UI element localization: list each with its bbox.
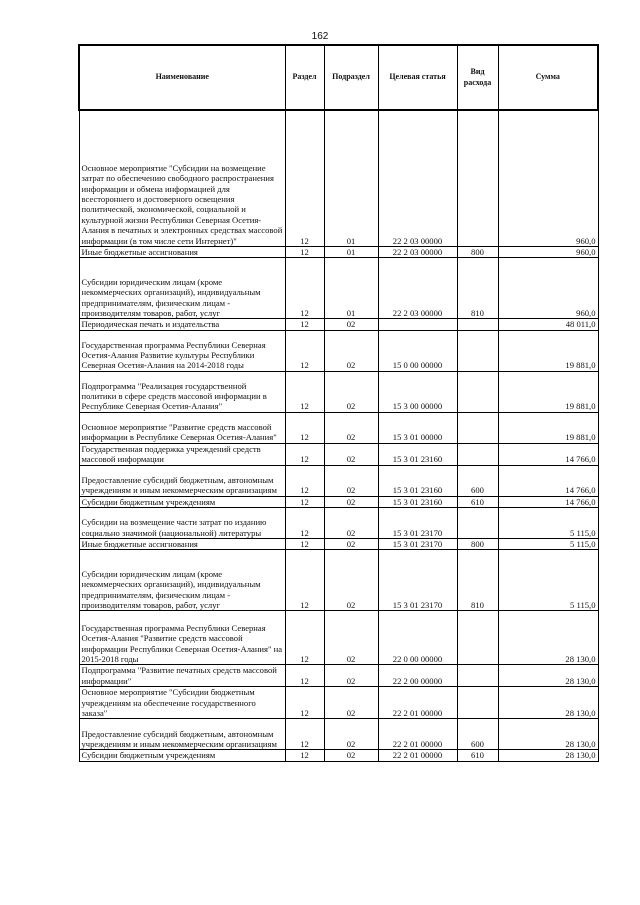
row-sum: 28 130,0 (498, 719, 598, 750)
table-row (79, 496, 598, 507)
table-row (79, 719, 598, 750)
row-sum: 28 130,0 (498, 750, 598, 761)
row-name: Подпрограмма "Реализация государственной политики в сфере средств массовой информации в Республике Северная Осетия-Алания" (79, 371, 285, 412)
table-row (79, 465, 598, 496)
row-type (457, 412, 498, 443)
header-subsection: Подраздел (324, 45, 378, 110)
row-sum: 960,0 (498, 258, 598, 319)
table-row (79, 371, 598, 412)
row-target: 15 0 00 00000 (378, 330, 457, 371)
row-name: Предоставление субсидий бюджетным, автономным учреждениям и иным некоммерческим организациям (79, 465, 285, 496)
table-row (79, 110, 598, 247)
row-target: 22 2 03 00000 (378, 258, 457, 319)
header-expense-type: Вид расхода (457, 45, 498, 110)
row-subsection: 02 (324, 465, 378, 496)
table-row (79, 550, 598, 611)
row-section: 12 (285, 719, 324, 750)
row-target: 22 2 00 00000 (378, 665, 457, 687)
row-target (378, 319, 457, 330)
table-row (79, 412, 598, 443)
table-row (79, 750, 598, 761)
row-sum: 28 130,0 (498, 687, 598, 719)
row-name: Периодическая печать и издательства (79, 319, 285, 330)
row-sum: 5 115,0 (498, 539, 598, 550)
row-type (457, 611, 498, 665)
row-type (457, 371, 498, 412)
row-sum: 14 766,0 (498, 443, 598, 465)
row-target: 15 3 00 00000 (378, 371, 457, 412)
row-subsection: 02 (324, 319, 378, 330)
row-target: 22 0 00 00000 (378, 611, 457, 665)
row-name: Иные бюджетные ассигнования (79, 247, 285, 258)
row-target: 22 2 01 00000 (378, 687, 457, 719)
row-section: 12 (285, 665, 324, 687)
row-target: 22 2 01 00000 (378, 719, 457, 750)
row-section: 12 (285, 611, 324, 665)
row-sum: 14 766,0 (498, 496, 598, 507)
table-row (79, 330, 598, 371)
row-type: 810 (457, 258, 498, 319)
row-section: 12 (285, 319, 324, 330)
row-type (457, 110, 498, 247)
row-name: Субсидии бюджетным учреждениям (79, 750, 285, 761)
row-name: Субсидии юридическим лицам (кроме некоммерческих организаций), индивидуальным предпринимателям, физическим лицам - производителям товаров, работ, услуг (79, 550, 285, 611)
row-type (457, 665, 498, 687)
row-section: 12 (285, 110, 324, 247)
row-sum: 960,0 (498, 247, 598, 258)
header-sum: Сумма (498, 45, 598, 110)
row-subsection: 02 (324, 550, 378, 611)
row-type (457, 319, 498, 330)
row-type (457, 687, 498, 719)
row-subsection: 02 (324, 539, 378, 550)
row-type (457, 443, 498, 465)
row-subsection: 02 (324, 719, 378, 750)
row-name: Подпрограмма "Развитие печатных средств массовой информации" (79, 665, 285, 687)
row-subsection: 02 (324, 412, 378, 443)
header-row (79, 45, 598, 110)
row-name: Основное мероприятие "Субсидии на возмещение затрат по обеспечению свободного распространения информации и обмена информацией для всестороннего и достоверного освещения политической, экономической, социальной и культурной жизни Республики Северная Осетия-Алания в печатных и электронных средствах массовой информации (в том числе сети Интернет)" (79, 110, 285, 247)
row-target: 15 3 01 00000 (378, 412, 457, 443)
header-name: Наименование (79, 45, 285, 110)
row-subsection: 01 (324, 247, 378, 258)
row-target: 15 3 01 23170 (378, 539, 457, 550)
row-target: 15 3 01 23160 (378, 443, 457, 465)
row-type (457, 330, 498, 371)
table-row (79, 539, 598, 550)
row-section: 12 (285, 687, 324, 719)
table-row (79, 687, 598, 719)
row-subsection: 02 (324, 496, 378, 507)
row-sum: 960,0 (498, 110, 598, 247)
row-subsection: 02 (324, 611, 378, 665)
row-name: Предоставление субсидий бюджетным, автономным учреждениям и иным некоммерческим организациям (79, 719, 285, 750)
row-sum: 19 881,0 (498, 412, 598, 443)
table-row (79, 665, 598, 687)
row-name: Основное мероприятие "Субсидии бюджетным учреждениям на обеспечение государственного заказа" (79, 687, 285, 719)
table-row (79, 508, 598, 539)
row-sum: 14 766,0 (498, 465, 598, 496)
row-subsection: 02 (324, 508, 378, 539)
row-type: 600 (457, 465, 498, 496)
row-target: 22 2 03 00000 (378, 110, 457, 247)
row-name: Государственная поддержка учреждений средств массовой информации (79, 443, 285, 465)
table-row (79, 247, 598, 258)
table-row (79, 258, 598, 319)
row-subsection: 02 (324, 443, 378, 465)
row-target: 15 3 01 23170 (378, 508, 457, 539)
row-section: 12 (285, 258, 324, 319)
row-subsection: 02 (324, 687, 378, 719)
row-target: 15 3 01 23160 (378, 496, 457, 507)
row-subsection: 01 (324, 110, 378, 247)
row-subsection: 02 (324, 371, 378, 412)
row-target: 22 2 01 00000 (378, 750, 457, 761)
table-row (79, 443, 598, 465)
row-section: 12 (285, 412, 324, 443)
row-sum: 19 881,0 (498, 371, 598, 412)
row-type: 800 (457, 247, 498, 258)
row-name: Субсидии юридическим лицам (кроме некоммерческих организаций), индивидуальным предпринимателям, физическим лицам - производителям товаров, работ, услуг (79, 258, 285, 319)
table-row (79, 611, 598, 665)
row-section: 12 (285, 550, 324, 611)
row-name: Государственная программа Республики Северная Осетия-Алания Развитие культуры Республики Северная Осетия-Алания на 2014-2018 годы (79, 330, 285, 371)
page-number: 162 (311, 31, 329, 42)
row-section: 12 (285, 508, 324, 539)
header-target: Целевая статья (378, 45, 457, 110)
row-sum: 28 130,0 (498, 665, 598, 687)
table-row (79, 319, 598, 330)
row-section: 12 (285, 465, 324, 496)
row-section: 12 (285, 539, 324, 550)
row-type: 610 (457, 496, 498, 507)
row-subsection: 02 (324, 330, 378, 371)
row-target: 15 3 01 23160 (378, 465, 457, 496)
row-target: 15 3 01 23170 (378, 550, 457, 611)
row-type: 810 (457, 550, 498, 611)
row-section: 12 (285, 330, 324, 371)
row-type: 610 (457, 750, 498, 761)
row-section: 12 (285, 496, 324, 507)
row-type: 600 (457, 719, 498, 750)
row-name: Субсидии бюджетным учреждениям (79, 496, 285, 507)
budget-table (78, 44, 599, 762)
row-sum: 5 115,0 (498, 550, 598, 611)
row-section: 12 (285, 750, 324, 761)
row-target: 22 2 03 00000 (378, 247, 457, 258)
row-type: 800 (457, 539, 498, 550)
row-section: 12 (285, 371, 324, 412)
row-sum: 5 115,0 (498, 508, 598, 539)
header-section: Раздел (285, 45, 324, 110)
row-subsection: 02 (324, 750, 378, 761)
row-section: 12 (285, 247, 324, 258)
row-sum: 28 130,0 (498, 611, 598, 665)
row-sum: 19 881,0 (498, 330, 598, 371)
row-subsection: 02 (324, 665, 378, 687)
row-subsection: 01 (324, 258, 378, 319)
row-name: Государственная программа Республики Северная Осетия-Алания "Развитие средств массовой информации Республики Северная Осетия-Алания" на 2015-2018 годы (79, 611, 285, 665)
row-name: Иные бюджетные ассигнования (79, 539, 285, 550)
row-name: Субсидии на возмещение части затрат по изданию социально значимой (национальной) литературы (79, 508, 285, 539)
row-section: 12 (285, 443, 324, 465)
row-type (457, 508, 498, 539)
row-sum: 48 011,0 (498, 319, 598, 330)
row-name: Основное мероприятие "Развитие средств массовой информации в Республике Северная Осетия-Алания" (79, 412, 285, 443)
